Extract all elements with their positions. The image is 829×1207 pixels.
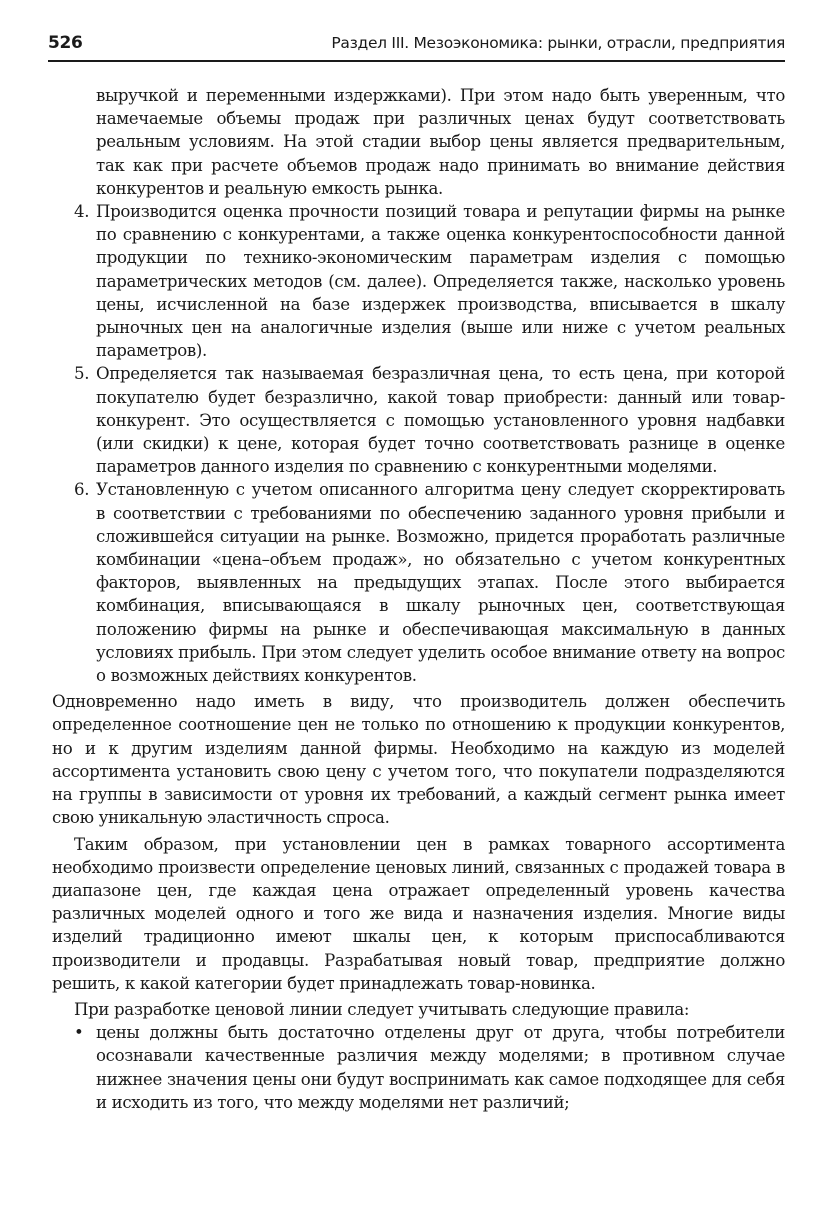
- list-item-text: Определяется так называемая безразличная цена, то есть цена, при которой покупателю будет безразлично, какой товар приобрести: данный или товар-конкурент. Это осуществляется с помощью установленного уровня надбавки (или скидки) к цене, которая будет точно соответствовать разнице в оценке параметров данного изделия по сравнению с конкурентными моделями.: [96, 364, 785, 477]
- page-body: [52, 84, 785, 1114]
- list-item-4: [74, 200, 785, 362]
- bullet-marker: •: [74, 1023, 84, 1043]
- page-number: 526: [48, 33, 83, 53]
- list-number: 4.: [74, 202, 90, 222]
- paragraph: При разработке ценовой линии следует учитывать следующие правила:: [74, 999, 690, 1019]
- list-item-text: Установленную с учетом описанного алгоритма цену следует скорректировать в соответствии с требованиями по обеспечению заданного уровня прибыли и сложившейся ситуации на рынке. Возможно, придется проработать различные комбинации «цена–объем продаж», но обязательно с учетом конкурентных факторов, выявленных на предыдущих этапах. После этого выбирается комбинация, вписывающаяся в шкалу рыночных цен, соответствующая положению фирмы на рынке и обеспечивающая максимальную в данных условиях прибыль. При этом следует уделить особое внимание ответу на вопрос о возможных действиях конкурентов.: [96, 480, 785, 686]
- bullet-item: [74, 1021, 785, 1114]
- list-number: 5.: [74, 364, 90, 384]
- list-number: 6.: [74, 480, 90, 500]
- list-item-text: Производится оценка прочности позиций товара и репутации фирмы на рынке по сравнению с конкурентами, а также оценка конкурентоспособности данной продукции по технико-экономическим параметрам изделия с помощью параметрических методов (см. далее). Определяется также, насколько уровень цены, исчисленной на базе издержек производства, вписывается в шкалу рыночных цен на аналогичные изделия (выше или ниже с учетом реальных параметров).: [96, 202, 785, 361]
- running-head: Раздел III. Мезоэкономика: рынки, отрасли, предприятия: [331, 34, 785, 52]
- paragraph: Одновременно надо иметь в виду, что производитель должен обеспечить определенное соотношение цен не только по отношению к продукции конкурентов, но и к другим изделиям данной фирмы. Необходимо на каждую из моделей ассортимента установить свою цену с учетом того, что покупатели подразделяются на группы в зависимости от уровня их требований, а каждый сегмент рынка имеет свою уникальную эластичность спроса.: [52, 692, 785, 828]
- page-header: [48, 28, 785, 62]
- list-item-6: [74, 478, 785, 687]
- paragraph: Таким образом, при установлении цен в рамках товарного ассортимента необходимо произвести определение ценовых линий, связанных с продажей товара в диапазоне цен, где каждая цена отражает определенный уровень качества различных моделей одного и того же вида и назначения изделия. Многие виды изделий традиционно имеют шкалы цен, к которым приспосабливаются производители и продавцы. Разрабатывая новый товар, предприятие должно решить, к какой категории будет принадлежать товар-новинка.: [52, 834, 785, 993]
- list-item-5: [74, 362, 785, 478]
- continued-list-text: выручкой и переменными издержками). При этом надо быть уверенным, что намечаемые объемы продаж при различных ценах будут соответствовать реальным условиям. На этой стадии выбор цены является предварительным, так как при расчете объемов продаж надо принимать во внимание действия конкурентов и реальную емкость рынка.: [96, 86, 785, 198]
- bullet-text: цены должны быть достаточно отделены друг от друга, чтобы потребители осознавали качественные различия между моделями; в противном случае нижнее значения цены они будут воспринимать как самое подходящее для себя и исходить из того, что между моделями нет различий;: [96, 1023, 785, 1112]
